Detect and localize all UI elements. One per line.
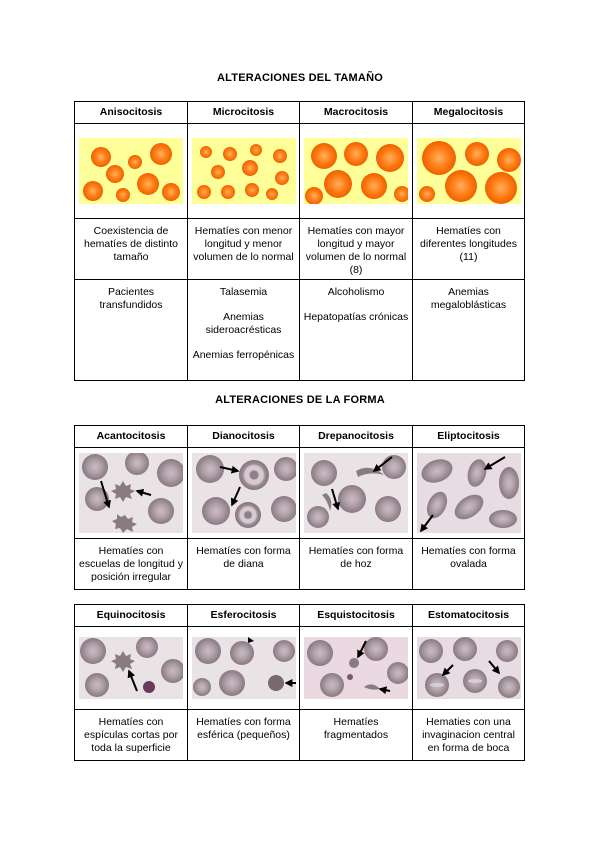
megalocitosis-image-cell [413,124,525,219]
eliptocitosis-image-cell [413,448,525,539]
equinocitosis-micrograph [79,637,183,699]
cause-item: Anemias ferropénicas [192,349,295,361]
shape-table-1 [74,425,525,590]
megalocitosis-causes [413,280,524,314]
cause-item: Hepatopatías crónicas [303,311,409,323]
drepanocitosis-micrograph [304,453,408,533]
drepanocitosis-description: Hematíes con forma de hoz [308,545,404,570]
header-macrocitosis: Macrocitosis [300,102,413,124]
header-drepanocitosis: Drepanocitosis [300,426,413,448]
microcitosis-description: Hematíes con menor longitud y menor volumen de lo normal [193,225,294,263]
estomatocitosis-image-cell [413,627,525,710]
estomatocitosis-description: Hematies con una invaginacion central en forma de boca [422,716,515,754]
esquistocitosis-micrograph [304,637,408,699]
drepanocitosis-image-cell [300,448,413,539]
equinocitosis-description: Hematíes con espículas cortas por toda la superficie [84,716,178,754]
macrocitosis-causes [300,280,412,326]
header-microcitosis: Microcitosis [188,102,300,124]
size-section-title: ALTERACIONES DEL TAMAÑO [217,72,383,84]
acantocitosis-image-cell [75,448,188,539]
microcitosis-illustration [192,138,296,204]
microcitosis-causes [188,280,299,364]
dianocitosis-micrograph [192,453,296,533]
header-anisocitosis: Anisocitosis [75,102,188,124]
cause-item: Anemias sideroacrésticas [205,311,282,336]
megalocitosis-illustration [417,138,521,204]
header-equinocitosis: Equinocitosis [75,605,188,627]
dianocitosis-description: Hematíes con forma de diana [196,545,291,570]
anisocitosis-illustration [79,138,183,204]
equinocitosis-image-cell [75,627,188,710]
eliptocitosis-micrograph [417,453,521,533]
header-estomatocitosis: Estomatocitosis [413,605,525,627]
header-megalocitosis: Megalocitosis [413,102,525,124]
header-eliptocitosis: Eliptocitosis [413,426,525,448]
anisocitosis-causes [75,280,187,314]
macrocitosis-image-cell [300,124,413,219]
cause-item: Talasemia [219,286,268,298]
shape-table-2 [74,604,525,761]
macrocitosis-illustration [304,138,408,204]
esquistocitosis-description: Hematíes fragmentados [323,716,389,741]
cause-item: Anemias megaloblásticas [430,286,507,311]
acantocitosis-description: Hematíes con escuelas de longitud y posición irregular [79,545,183,583]
macrocitosis-description: Hematíes con mayor longitud y mayor volumen de lo normal (8) [305,225,407,276]
estomatocitosis-micrograph [417,637,521,699]
esferocitosis-image-cell [188,627,300,710]
eliptocitosis-description: Hematíes con forma ovalada [421,545,516,570]
acantocitosis-micrograph [79,453,183,533]
esferocitosis-description: Hematíes con forma esférica (pequeños) [196,716,291,741]
anisocitosis-image-cell [75,124,188,219]
esferocitosis-micrograph [192,637,296,699]
anisocitosis-description: Coexistencia de hematíes de distinto tamaño [84,225,178,263]
header-acantocitosis: Acantocitosis [75,426,188,448]
dianocitosis-image-cell [188,448,300,539]
size-table [74,101,525,381]
cause-item: Alcoholismo [327,286,385,298]
microcitosis-image-cell [188,124,300,219]
header-esferocitosis: Esferocitosis [188,605,300,627]
megalocitosis-description: Hematíes con diferentes longitudes (11) [420,225,517,263]
cause-item: Pacientes transfundidos [99,286,163,311]
shape-section-title: ALTERACIONES DE LA FORMA [215,394,385,406]
header-dianocitosis: Dianocitosis [188,426,300,448]
header-esquistocitosis: Esquistocitosis [300,605,413,627]
esquistocitosis-image-cell [300,627,413,710]
